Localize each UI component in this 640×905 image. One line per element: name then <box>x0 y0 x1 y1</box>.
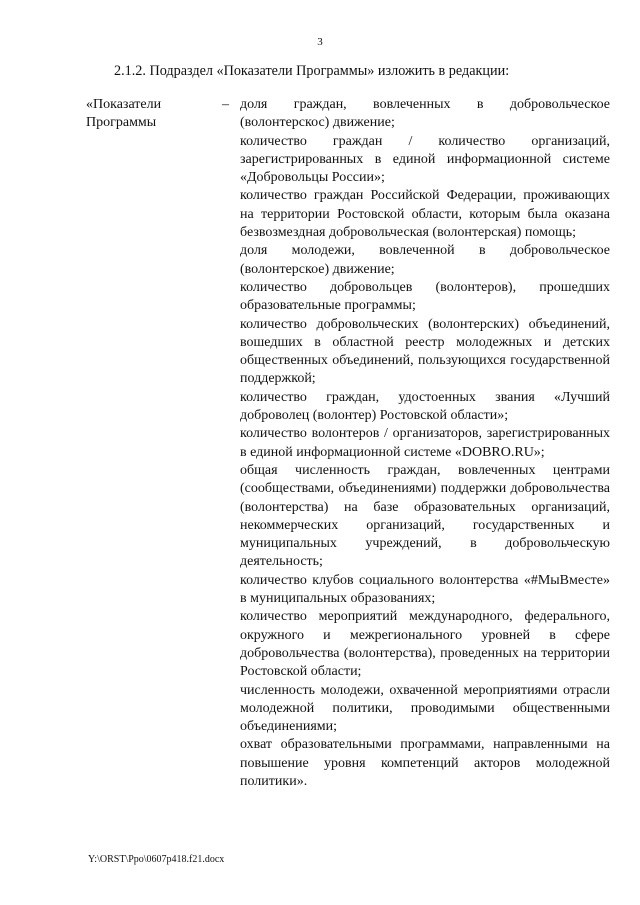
indicator-item: доля молодежи, вовлеченной в добровольческое (волонтерское) движение; <box>240 243 610 277</box>
indicator-item: количество граждан, удостоенных звания «Лучший доброволец (волонтер) Ростовской области»; <box>240 389 610 424</box>
section-intro-text: 2.1.2. Подраздел «Показатели Программы» изложить в редакции: <box>114 63 510 79</box>
footer-file-path: Y:\ORST\Ppo\0607p418.f21.docx <box>88 854 225 865</box>
indicator-item: общая численность граждан, вовлеченных центрами (сообществами, объединениями) поддержки добровольчества (волонтерства) на базе образовательных организаций, некоммерческих организаций, государственных и муниципальных учреждений, в добровольческую деятельность; <box>240 462 610 570</box>
indicator-item: количество добровольческих (волонтерских) объединений, вошедших в областной реестр молодежных и детских общественных объединений, пользующихся государственной поддержкой; <box>240 316 610 387</box>
indicator-item: количество мероприятий международного, федерального, окружного и межрегионального уровней в сфере добровольчества (волонтерства), проведенных на территории Ростовской области; <box>240 609 610 680</box>
indicator-item: охват образовательными программами, направленными на повышение уровня компетенций акторов молодежной политики». <box>240 737 610 789</box>
indicator-item: численность молодежи, охваченной мероприятиями отрасли молодежной политики, проводимыми общественными объединениями; <box>240 682 610 735</box>
indicator-item: количество клубов социального волонтерства «#МыВместе» в муниципальных образованиях; <box>240 572 610 607</box>
section-label-line-2: Программы <box>86 115 157 131</box>
section-label-line-1: «Показатели <box>86 97 162 112</box>
section-label <box>86 96 216 133</box>
indicator-item: количество добровольцев (волонтеров), прошедших образовательные программы; <box>240 279 610 314</box>
indicators-list <box>240 96 610 791</box>
label-dash: – <box>222 97 229 112</box>
indicator-item: количество граждан / количество организаций, зарегистрированных в единой информационной системе «Добровольцы России»; <box>240 133 610 186</box>
page-number: 3 <box>317 36 323 48</box>
indicator-item: количество волонтеров / организаторов, зарегистрированных в единой информационной системе «DOBRO.RU»; <box>240 426 610 460</box>
indicator-item: количество граждан Российской Федерации, проживающих на территории Ростовской области, которым была оказана безвозмездная добровольческая (волонтерская) помощь; <box>240 188 610 241</box>
indicator-item: доля граждан, вовлеченных в добровольческое (волонтерскос) движение; <box>240 97 610 131</box>
